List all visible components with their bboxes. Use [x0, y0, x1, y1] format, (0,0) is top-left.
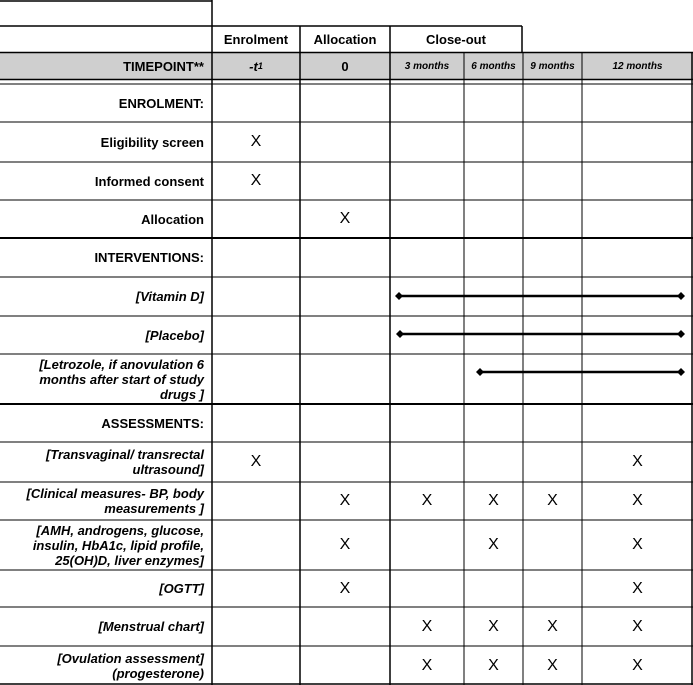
row-transvaginal-label: [Transvaginal/ transrectal ultrasound] [46, 447, 204, 477]
mark-amh-zero: X [339, 536, 351, 553]
mark-clinical-3m: X [421, 492, 433, 509]
vitamin-d-timeline-end [395, 292, 403, 300]
header-allocation: Allocation [313, 32, 377, 47]
mark-menstrual-12m: X [632, 617, 643, 635]
row-menstrual-label: [Menstrual chart] [98, 619, 204, 634]
timepoint-zero: 0 [341, 58, 349, 74]
mark-eligibility-enrolment: X [250, 133, 262, 150]
row-ovulation-label: [Ovulation assessment] (progesterone) [57, 650, 204, 681]
letrozole-timeline-end [476, 368, 484, 376]
mark-transvaginal-enrolment: X [250, 453, 262, 470]
mark-menstrual-3m: X [421, 617, 433, 635]
mark-clinical-6m: X [488, 492, 499, 509]
header-closeout: Close-out [426, 32, 486, 47]
mark-ovulation-12m: X [632, 656, 643, 674]
mark-clinical-zero: X [339, 492, 351, 509]
mark-ovulation-6m: X [488, 656, 499, 674]
timepoint-9-months: 9 months [530, 60, 575, 72]
mark-ovulation-9m: X [547, 656, 558, 674]
timepoint-12-months: 12 months [612, 60, 663, 72]
timepoint-t1-text: -t [249, 58, 258, 74]
mark-transvaginal-12m: X [632, 453, 643, 470]
mark-clinical-9m: X [547, 492, 558, 509]
mark-ovulation-3m: X [421, 656, 433, 674]
section-assessments: ASSESSMENTS: [101, 415, 204, 431]
timepoint-3-months: 3 months [404, 60, 450, 72]
row-allocation-label: Allocation [141, 211, 204, 227]
placebo-timeline-end [396, 330, 404, 338]
mark-clinical-12m: X [632, 492, 643, 509]
mark-ogtt-12m: X [632, 579, 643, 597]
timepoint-t1-sub: 1 [257, 61, 263, 71]
mark-consent-enrolment: X [250, 172, 262, 189]
mark-amh-6m: X [488, 536, 499, 553]
row-clinical-label: [Clinical measures- BP, body measurements ] [26, 486, 204, 516]
timepoint-6-months: 6 months [471, 60, 516, 72]
row-letrozole-label: [Letrozole, if anovulation 6 months after start of study drugs ] [39, 356, 204, 402]
vitamin-d-timeline-end [677, 292, 685, 300]
mark-menstrual-9m: X [547, 617, 558, 635]
mark-ogtt-zero: X [339, 579, 351, 597]
mark-menstrual-6m: X [488, 617, 499, 635]
section-interventions: INTERVENTIONS: [94, 250, 204, 265]
row-eligibility-label: Eligibility screen [100, 134, 204, 150]
section-enrolment: ENROLMENT: [118, 95, 204, 111]
row-ogtt-label: [OGTT] [159, 581, 204, 596]
row-vitamin-d-label: [Vitamin D] [135, 289, 204, 304]
mark-amh-12m: X [632, 536, 643, 553]
row-consent-label: Informed consent [94, 173, 204, 189]
row-amh-label: [AMH, androgens, glucose, insulin, HbA1c, lipid profile, 25(OH)D, liver enzymes] [32, 522, 204, 568]
header-enrolment: Enrolment [223, 32, 289, 47]
timepoint-label: TIMEPOINT** [123, 58, 204, 74]
letrozole-timeline-end [677, 368, 685, 376]
timepoint-t1 [212, 53, 300, 79]
placebo-timeline-end [677, 330, 685, 338]
row-placebo-label: [Placebo] [145, 327, 204, 343]
mark-allocation-zero: X [339, 210, 351, 227]
